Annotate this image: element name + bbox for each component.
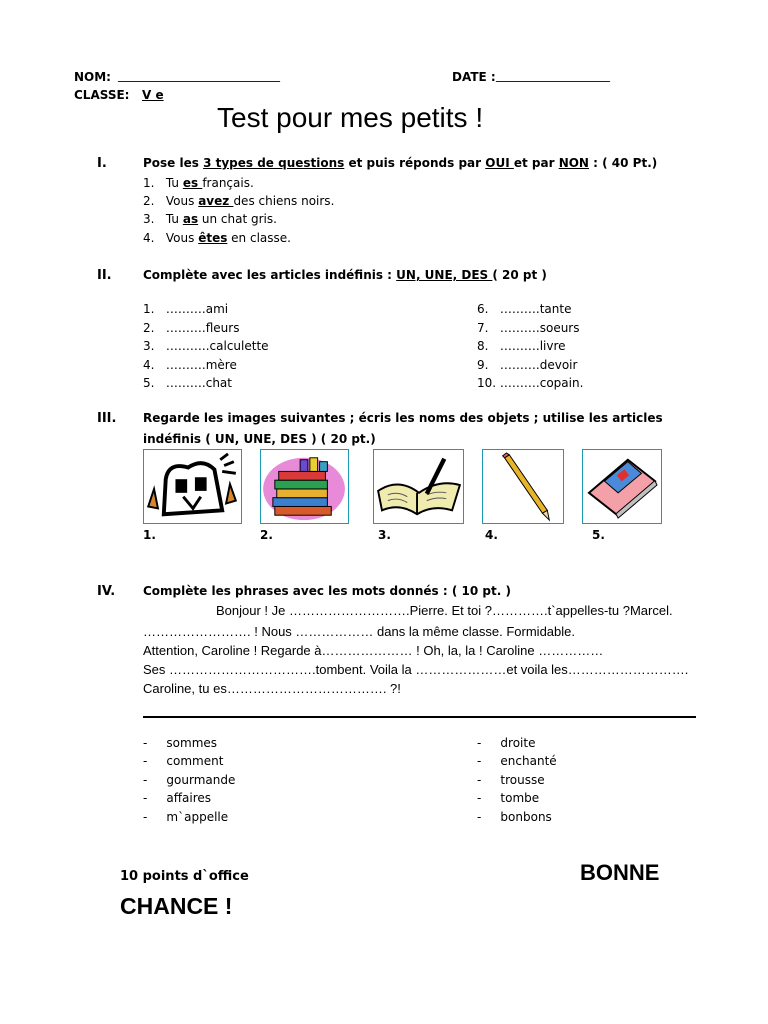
picture-number: 3. xyxy=(378,528,391,542)
word-bank-item: - sommes xyxy=(143,736,218,750)
section3-instruction-line1: Regarde les images suivantes ; écris les noms des objets ; utilise les articles xyxy=(143,411,663,425)
section1-item: 4. Vous êtes en classe. xyxy=(143,231,291,245)
section1-item: 1. Tu es français. xyxy=(143,176,254,190)
article-item[interactable]: 1. ……….ami xyxy=(143,302,229,316)
points-office: 10 points d`office xyxy=(120,869,249,884)
article-item[interactable]: 6. ……….tante xyxy=(477,302,572,316)
exercise-line[interactable]: Attention, Caroline ! Regarde à………………… ! Oh, la, la ! Caroline …………… xyxy=(143,643,604,658)
page-title: Test pour mes petits ! xyxy=(217,102,484,133)
eraser-icon xyxy=(582,449,662,524)
picture-number: 4. xyxy=(485,528,498,542)
section4-instruction: Complète les phrases avec les mots donnés : ( 10 pt. ) xyxy=(143,584,511,598)
section3-numeral: III. xyxy=(97,411,117,426)
pencil-icon xyxy=(482,449,564,524)
exercise-line[interactable]: Bonjour ! Je ……………………….Pierre. Et toi ?………….t`appelles-tu ?Marcel. xyxy=(216,603,673,618)
date-label: DATE : xyxy=(452,70,496,84)
exercise-line[interactable]: ……………………. ! Nous ……………… dans la même classe. Formidable. xyxy=(143,624,575,639)
section1-item: 2. Vous avez des chiens noirs. xyxy=(143,194,335,208)
word-bank-item: - tombe xyxy=(477,791,540,805)
exercise-line[interactable]: Caroline, tu es………………………………. ?! xyxy=(143,681,401,696)
section1-item: 3. Tu as un chat gris. xyxy=(143,212,277,226)
article-item[interactable]: 10. ……….copain. xyxy=(477,376,584,390)
section2-instruction: Complète avec les articles indéfinis : UN, UNE, DES ( 20 pt ) xyxy=(143,268,547,282)
schoolbag-icon xyxy=(143,449,242,524)
section1-instruction: Pose les 3 types de questions et puis réponds par OUI et par NON : ( 40 Pt.) xyxy=(143,156,658,170)
date-blank[interactable]: ___________________ xyxy=(496,68,610,82)
section4-numeral: IV. xyxy=(97,584,116,599)
section2-numeral: II. xyxy=(97,268,112,283)
nom-label: NOM: xyxy=(74,70,111,84)
article-item[interactable]: 3. ………..calculette xyxy=(143,339,269,353)
section1-numeral: I. xyxy=(97,156,107,171)
word-bank-item: - trousse xyxy=(477,773,545,787)
picture-number: 1. xyxy=(143,528,156,542)
word-bank-item: - enchanté xyxy=(477,754,557,768)
word-bank-item: - droite xyxy=(477,736,536,750)
word-bank-item: - bonbons xyxy=(477,810,552,824)
article-item[interactable]: 5. ……….chat xyxy=(143,376,232,390)
word-bank-item: - gourmande xyxy=(143,773,236,787)
notebook-pen-icon xyxy=(373,449,464,524)
article-item[interactable]: 8. ……….livre xyxy=(477,339,566,353)
divider-line xyxy=(143,716,696,718)
classe-label: CLASSE: xyxy=(74,88,130,102)
word-bank-item: - comment xyxy=(143,754,224,768)
chance-text: CHANCE ! xyxy=(120,893,233,919)
nom-blank[interactable]: ___________________________ xyxy=(118,68,280,82)
bonne-text: BONNE xyxy=(580,860,660,885)
picture-number: 2. xyxy=(260,528,273,542)
exercise-line[interactable]: Ses …………………………….tombent. Voila la …………………et voila les………………………. xyxy=(143,662,689,677)
article-item[interactable]: 4. ……….mère xyxy=(143,358,237,372)
books-icon xyxy=(260,449,349,524)
section3-instruction-line2: indéfinis ( UN, UNE, DES ) ( 20 pt.) xyxy=(143,432,376,446)
classe-value: V e xyxy=(142,88,164,102)
article-item[interactable]: 2. ……….fleurs xyxy=(143,321,240,335)
article-item[interactable]: 9. ……….devoir xyxy=(477,358,578,372)
word-bank-item: - m`appelle xyxy=(143,810,229,824)
word-bank-item: - affaires xyxy=(143,791,212,805)
picture-number: 5. xyxy=(592,528,605,542)
article-item[interactable]: 7. ……….soeurs xyxy=(477,321,580,335)
